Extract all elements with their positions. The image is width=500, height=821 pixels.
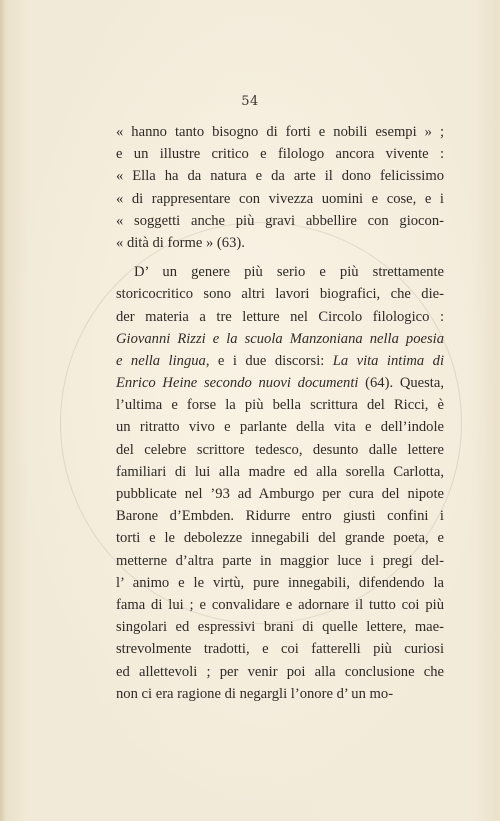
text-segment: e un illustre critico e filologo ancora vivente : [116,146,444,163]
text-line [116,461,444,483]
text-line [116,188,444,210]
text-segment: « hanno tanto bisogno di forti e nobili esempi » ; [116,124,444,140]
text-segment: l’ultima e forse la più bella scrittura del Ricci, è [116,397,444,414]
text-line [116,210,444,232]
text-segment: , e i due discorsi: [205,352,333,369]
text-line [116,683,444,705]
italic-title-segment: Enrico Heine secondo nuovi documenti [116,375,359,392]
paragraph [116,261,444,705]
text-line [116,572,444,594]
text-line [116,661,444,683]
text-line [116,165,444,187]
text-segment: non ci era ragione di negargli l’onore d’ un mo- [116,685,394,702]
italic-title-segment: e nella lingua [116,352,206,369]
text-line [116,394,444,416]
text-segment: « soggetti anche più gravi abbellire con giocon- [116,212,444,229]
text-segment: der materia a tre letture nel Circolo filologico : [116,308,444,325]
text-segment: pubblicate nel ’93 ad Amburgo per cura del nipote [116,486,444,502]
body-text [116,121,444,705]
text-segment: « dità di forme » (63). [116,234,245,251]
text-line [116,527,444,549]
text-line [116,616,444,638]
paragraph-gap [116,254,444,261]
text-segment: un ritratto vivo e parlante della vita e dell’indole [116,419,444,436]
italic-title-segment: La vita intima di [332,352,445,369]
text-segment: « di rappresentare con vivezza uomini e cose, e i [116,190,444,207]
text-line [116,550,444,572]
text-line [116,372,444,394]
text-segment: l’ animo e le virtù, pure innegabili, difendendo la [116,574,444,591]
text-segment: metterne d’altra parte in maggior luce i pregi del- [116,552,444,569]
text-segment: strevolmente tradotti, e coi fatterelli più curiosi [116,641,444,658]
text-line [116,306,444,328]
text-segment: familiari di lui alla madre ed alla sorella Carlotta, [116,463,444,480]
text-line [116,594,444,616]
text-line [116,350,444,372]
text-line [116,232,444,254]
paragraph [116,121,444,254]
text-line [116,505,444,527]
text-segment: torti e le debolezze innegabili del grande poeta, e [116,530,444,547]
text-segment: « Ella ha da natura e da arte il dono felicissimo [116,168,444,185]
text-segment: (64). Questa, [358,375,444,392]
text-line [116,121,444,143]
page-edge-shadow [0,0,6,821]
text-line [116,439,444,461]
text-segment: Barone d’Embden. Ridurre entro giusti confini i [116,508,444,525]
text-segment: singolari ed espressivi brani di quelle lettere, mae- [116,619,444,636]
text-line [116,143,444,165]
italic-title-segment: Giovanni Rizzi e la scuola Manzoniana nella poesia [116,330,444,347]
text-line [116,328,444,350]
text-line [116,638,444,660]
text-line [116,416,444,438]
text-line [116,261,444,283]
text-line [116,283,444,305]
text-segment: del celebre scrittore tedesco, desunto dalle lettere [116,441,444,458]
text-segment: D’ un genere più serio e più strettamente [134,264,444,281]
text-segment: fama di lui ; e convalidare e adornare il tutto coi più [116,596,444,613]
text-line [116,483,444,505]
text-segment: ed allettevoli ; per venir poi alla conclusione che [116,663,444,680]
text-segment: storicocritico sono altri lavori biografici, che die- [116,286,444,303]
page-number: 54 [241,94,259,109]
